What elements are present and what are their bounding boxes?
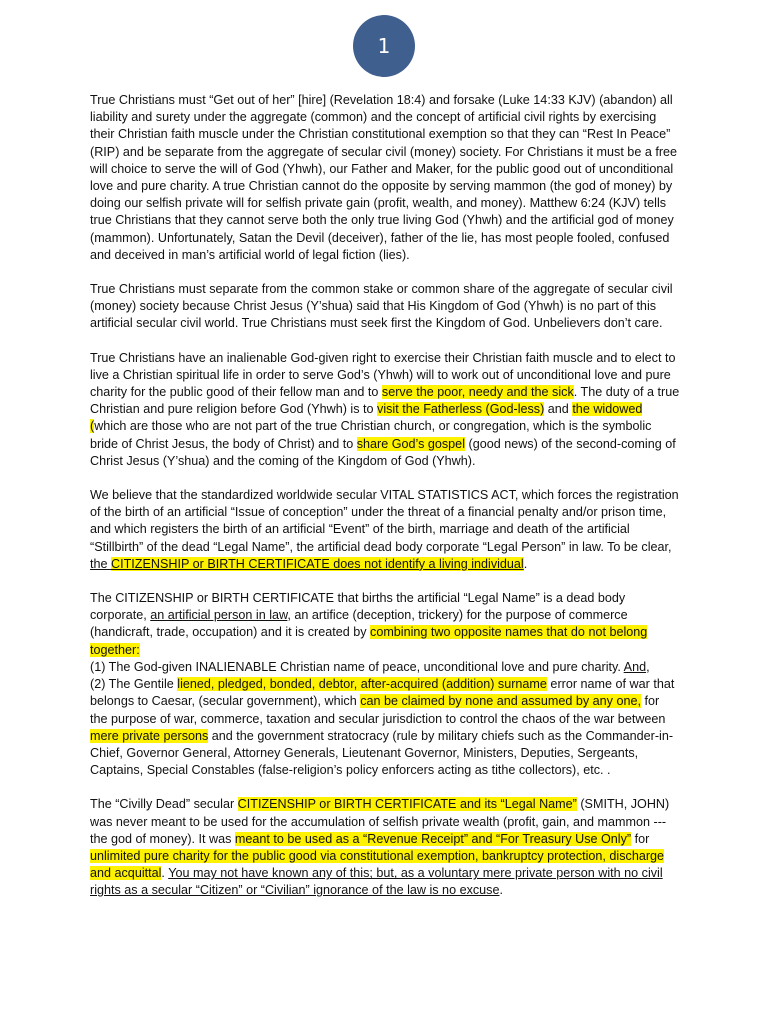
underlined-text: And — [623, 659, 647, 674]
paragraph-vital-statistics — [90, 487, 680, 573]
paragraph-civilly-dead — [90, 796, 680, 899]
text-segment: which are those who are not part of the true Christian church, or congregation, which is the symbolic bride of Christ Jesus, the body of Christ) and to — [90, 419, 652, 451]
document-body — [90, 92, 680, 917]
text-segment: (1) The God-given INALIENABLE Christian name of peace, unconditional love and pure charity. — [90, 659, 624, 674]
text-segment: . The duty of a true Christian and pure religion before God (Yhwh) is to — [90, 385, 680, 417]
text-segment: True Christians have an inalienable God-given right to exercise their Christian faith muscle and to elect to live a Christian spiritual life in order to serve God’s (Yhwh) will to work out of unconditional love and pure charity for the public good of their fellow man and to — [90, 350, 676, 400]
highlighted-text: share God’s gospel — [356, 436, 465, 451]
text-segment: and the government stratocracy (rule by military chiefs such as the Commander-in-Chief, Governor General, Attorney Generals, Lieutenant Governor, Ministers, Deputies, Sergeants, Captains, Special Constables (false-religion’s policy enforcers acting as tithe collectors), etc. . — [90, 728, 674, 778]
text-segment: . — [499, 883, 503, 898]
text-segment: The CITIZENSHIP or BIRTH CERTIFICATE that births the artificial “Legal Name” is a dead body corporate, — [90, 591, 626, 623]
highlighted-text: visit the Fatherless (God-less) — [377, 402, 545, 417]
highlighted-text: CITIZENSHIP or BIRTH CERTIFICATE and its “Legal Name” — [237, 797, 577, 812]
paragraph-get-out-of-her — [90, 92, 680, 264]
underlined-text: an artificial person in law — [150, 608, 288, 623]
highlighted-text: can be claimed by none and assumed by any one, — [360, 694, 641, 709]
text-segment: and — [544, 402, 573, 417]
text-segment: True Christians must “Get out of her” [hire] (Revelation 18:4) and forsake (Luke 14:33 KJV) (abandon) all liability and surety under the aggregate (common) and the concept of artificial civil rights by exercising their Christian faith muscle under the Christian constitutional exemption so that they can “Rest In Peace” (RIP) and be separate from the aggregate of secular civil (money) society. For Christians it must be a free will choice to serve the will of God (Yhwh), our Father and Maker, for the public good out of unconditional love and pure charity. A true Christian cannot do the opposite by serving mammon (the god of money) by doing our selfish private will for selfish private gain (profit, wealth, and money). Matthew 6:24 (KJV) tells true Christians that they cannot serve both the only true living God (Yhwh) and the artificial god of money (mammon). Unfortunately, Satan the Devil (deceiver), father of the lie, has most people fooled, confused and deceived in man’s artificial world of legal fiction (lies). — [90, 93, 678, 262]
page-number: 1 — [377, 34, 391, 58]
text-segment: for the purpose of war, commerce, taxation and secular jurisdiction to control the chaos of the war between — [90, 694, 666, 726]
paragraph-separate-common-stake — [90, 281, 680, 333]
highlighted-text: serve the poor, needy and the sick — [381, 385, 574, 400]
text-segment: error name of war that belongs to Caesar, (secular government), which — [90, 677, 675, 709]
highlighted-text: the widowed ( — [90, 402, 643, 434]
underlined-text: the — [90, 556, 112, 571]
highlighted-text: mere private persons — [90, 728, 209, 743]
text-segment: , — [646, 659, 650, 674]
text-segment: . — [523, 556, 528, 571]
text-segment: We believe that the standardized worldwide secular VITAL STATISTICS ACT, which forces the registration of the birth of an artificial “Issue of conception” under the threat of a financial penalty and/or prison time, and which registers the birth of an artificial “Event” of the birth, marriage and death of the artificial “Stillbirth” of the dead “Legal Name”, the artificial dead body corporate “Legal Person” in law. To be clear, — [90, 488, 679, 554]
underlined-text: You may not have known any of this; but, as a voluntary mere private person with no civil rights as a secular “Citizen” or “Civilian” ignorance of the law is no excuse — [90, 866, 663, 898]
text-segment: The “Civilly Dead” secular — [90, 797, 238, 812]
highlighted-text: liened, pledged, bonded, debtor, after-acquired (addition) surname — [177, 677, 547, 692]
highlighted-text: unlimited pure charity for the public good via constitutional exemption, bankruptcy protection, discharge and acquittal — [90, 848, 665, 881]
text-segment: (good news) of the second-coming of Christ Jesus (Y’shua) and the coming of the Kingdom of God (Yhwh). — [90, 436, 676, 468]
highlighted-underlined-text: CITIZENSHIP or BIRTH CERTIFICATE does not identify a living individual — [111, 556, 524, 571]
highlighted-text: combining two opposite names that do not belong together: — [90, 625, 648, 657]
text-segment: True Christians must separate from the common stake or common share of the aggregate of secular civil (money) society because Christ Jesus (Y’shua) said that His Kingdom of God (Yhwh) is no part of this artificial secular civil world. True Christians must seek first the Kingdom of God. Unbelievers don’t care. — [90, 282, 673, 331]
text-segment: (2) The Gentile — [90, 677, 178, 692]
highlighted-text: meant to be used as a “Revenue Receipt” and “For Treasury Use Only” — [234, 831, 632, 846]
paragraph-citizenship-certificate — [90, 590, 680, 779]
text-segment: , an artifice (deception, trickery) for the purpose of commerce (handicraft, trade, occupation) and it is created by — [90, 608, 628, 640]
text-segment: for — [631, 831, 650, 846]
paragraph-inalienable-right — [90, 350, 680, 470]
page-number-badge — [353, 15, 415, 77]
text-segment: (SMITH, JOHN) was never meant to be used for the accumulation of selfish private wealth (profit, gain, and mammon --- the god of money). It was — [90, 797, 670, 846]
text-segment: . — [161, 866, 169, 881]
